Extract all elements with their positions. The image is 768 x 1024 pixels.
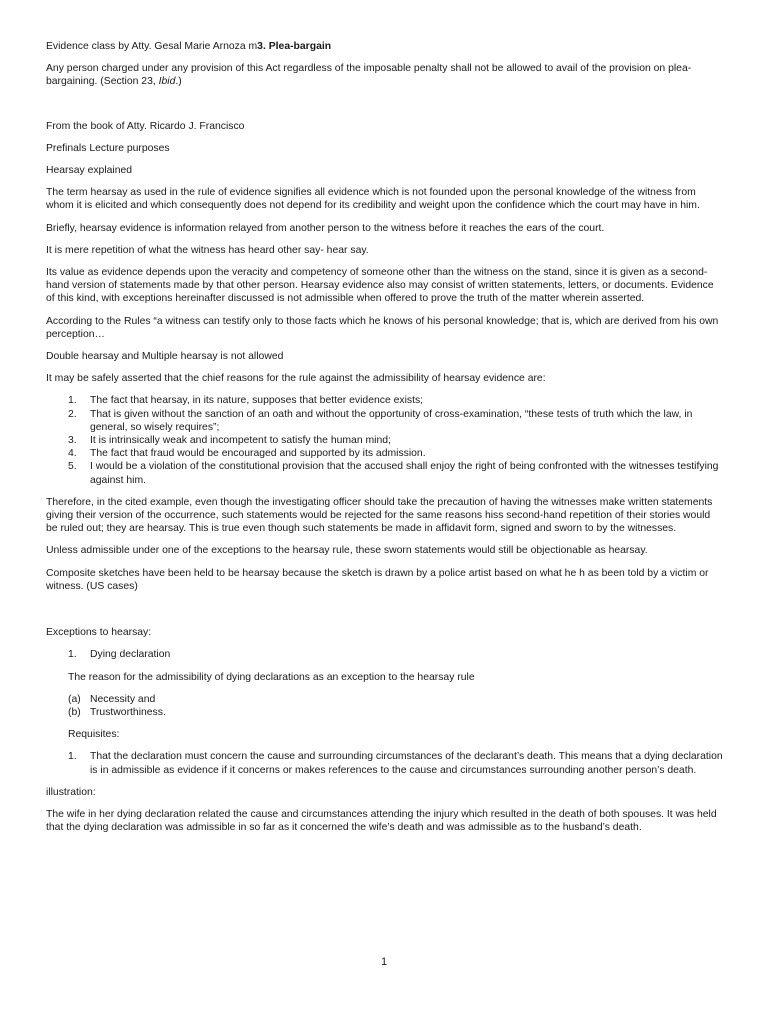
- reasons-list: [46, 394, 724, 486]
- exceptions-list: [46, 648, 724, 661]
- header-line: Evidence class by Atty. Gesal Marie Arnoza m3. Plea-bargain: [46, 41, 332, 52]
- paragraph-11: The wife in her dying declaration related the cause and circumstances attending the injury which resulted in the death of both spouses. It was held that the dying declaration was admissible in so far as it concerned the wife’s death and was admissible as to the husband’s death.: [46, 808, 717, 834]
- book-line: From the book of Atty. Ricardo J. Francisco: [46, 120, 245, 132]
- paragraph-2: Briefly, hearsay evidence is information relayed from another person to the witness before it reaches the ears of the court.: [46, 222, 605, 234]
- exception-reason: The reason for the admissibility of dying declarations as an exception to the hearsay rule: [68, 671, 475, 683]
- requisites-list: [46, 750, 724, 776]
- list-item: 2. That is given without the sanction of an oath and without the opportunity of cross-examination, “these tests of truth which the law, in general, so wisely requires”;: [68, 408, 693, 433]
- paragraph-1: The term hearsay as used in the rule of evidence signifies all evidence which is not founded upon the personal knowledge of the witness from whom it is elicited and which consequently does not depend for its credibility and weight upon the confidence which the court may have in him.: [46, 187, 700, 212]
- document-page: [46, 40, 724, 843]
- paragraph-9: Unless admissible under one of the exceptions to the hearsay rule, these sworn statements would still be objectionable as hearsay.: [46, 545, 648, 557]
- paragraph-6: Double hearsay and Multiple hearsay is not allowed: [46, 351, 284, 363]
- list-item: 1. Dying declaration: [68, 649, 171, 661]
- paragraph-7: It may be safely asserted that the chief reasons for the rule against the admissibility of hearsay evidence are:: [46, 373, 546, 385]
- hearsay-heading: Hearsay explained: [46, 165, 133, 177]
- list-item: 3. It is intrinsically weak and incompetent to satisfy the human mind;: [68, 435, 391, 447]
- paragraph-3: It is mere repetition of what the witness has heard other say- hear say.: [46, 244, 369, 256]
- prefinals-line: Prefinals Lecture purposes: [46, 142, 170, 154]
- header-bold: 3. Plea-bargain: [257, 41, 332, 52]
- page-number: 1: [380, 956, 388, 968]
- paragraph-8: Therefore, in the cited example, even though the investigating officer should take the precaution of having the witnesses make written statements giving their version of the occurrence, such statements would be rejected for the same reasons hiss second-hand repetition of their stories would be ruled out; they are hearsay. This is true even though such statements be made in affidavit form, signed and sworn to by the witnesses.: [46, 496, 713, 535]
- illustration-label: illustration:: [46, 786, 96, 798]
- exceptions-heading: Exceptions to hearsay:: [46, 627, 152, 639]
- list-item: 5. I would be a violation of the constitutional provision that the accused shall enjoy the right of being confronted with the witnesses testifying against him.: [68, 461, 719, 486]
- paragraph-10: Composite sketches have been held to be hearsay because the sketch is drawn by a police artist based on what he h as been told by a victim or witness. (US cases): [46, 567, 709, 592]
- reason-alpha-list: [46, 693, 724, 719]
- list-item: 1. That the declaration must concern the cause and surrounding circumstances of the declarant’s death. This means that a dying declaration is in admissible as evidence if it concerns or makes references to the cause and circumstances surrounding another person’s death.: [68, 751, 723, 776]
- list-item: (a) Necessity and: [68, 693, 156, 705]
- paragraph-4: Its value as evidence depends upon the veracity and competency of someone other than the witness on the stand, since it is given as a second-hand version of statements made by that other person. Hearsay evidence also may consist of written statements, letters, or documents. Evidence of this kind, with exceptions hereinafter discussed is not admissible when offered to prove the truth of the matter wherein asserted.: [46, 267, 714, 305]
- paragraph-5: According to the Rules “a witness can testify only to those facts which he knows of his personal knowledge; that is, which are derived from his own perception…: [46, 315, 719, 340]
- plea-paragraph: Any person charged under any provision of this Act regardless of the imposable penalty shall not be allowed to avail of the provision on plea-bargaining. (Section 23, Ibid.): [46, 63, 692, 88]
- list-item: (b) Trustworthiness.: [68, 706, 166, 718]
- list-item: 4. The fact that fraud would be encouraged and supported by its admission.: [68, 448, 426, 460]
- requisites-heading: Requisites:: [68, 729, 120, 741]
- list-item: 1. The fact that hearsay, in its nature, supposes that better evidence exists;: [68, 395, 424, 407]
